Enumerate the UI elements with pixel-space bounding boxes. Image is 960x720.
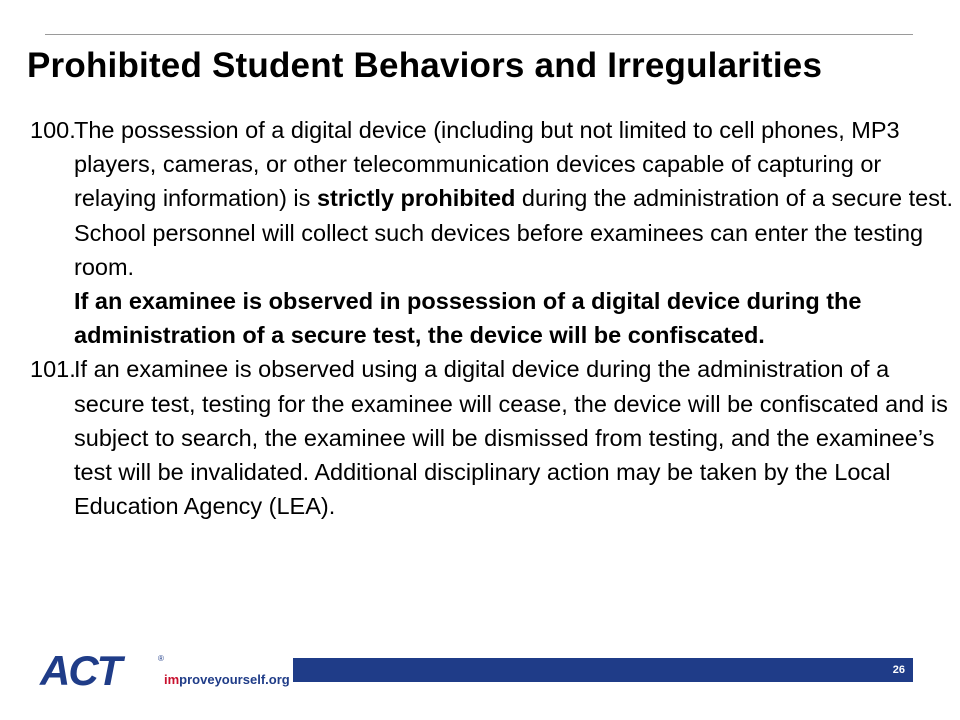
item-emphasis: strictly prohibited (316, 185, 516, 212)
logo-tagline (164, 672, 290, 687)
tagline-im: im (164, 672, 180, 687)
item-number: 100. (30, 117, 76, 143)
top-divider (45, 34, 913, 35)
list-item-101 (30, 352, 955, 523)
logo-wordmark: ACT (40, 647, 121, 694)
item-text: If an examinee is observed using a digital device during the administration of a secure test, testing for the examinee will cease, the device will be confiscated and is subject to search, the examinee will be dismissed from testing, and the examinee’s test will be invalidated. Additional disciplinary action may be taken by the Local Education Agency (LEA). (74, 356, 948, 520)
slide-title: Prohibited Student Behaviors and Irregularities (27, 46, 823, 85)
act-logo (40, 647, 290, 694)
footer-bar (293, 658, 913, 682)
list-item-100 (30, 113, 955, 352)
registered-mark: ® (158, 654, 164, 663)
item-emphasis: If an examinee is observed in possession of a digital device during the administration of a secure test, the device will be confiscated. (74, 288, 862, 349)
item-text: The possession of a digital device (including but not limited to cell phones, MP3 players, cameras, or other telecommunication devices capable of capturing or relaying information) is (74, 117, 900, 212)
item-text: during the administration of a secure test. School personnel will collect such devices before examinees can enter the testing room. (74, 185, 954, 280)
page-number: 26 (892, 664, 905, 676)
tagline-rest: proveyourself.org (179, 672, 290, 687)
item-number: 101. (30, 356, 76, 383)
slide-body (30, 113, 955, 523)
